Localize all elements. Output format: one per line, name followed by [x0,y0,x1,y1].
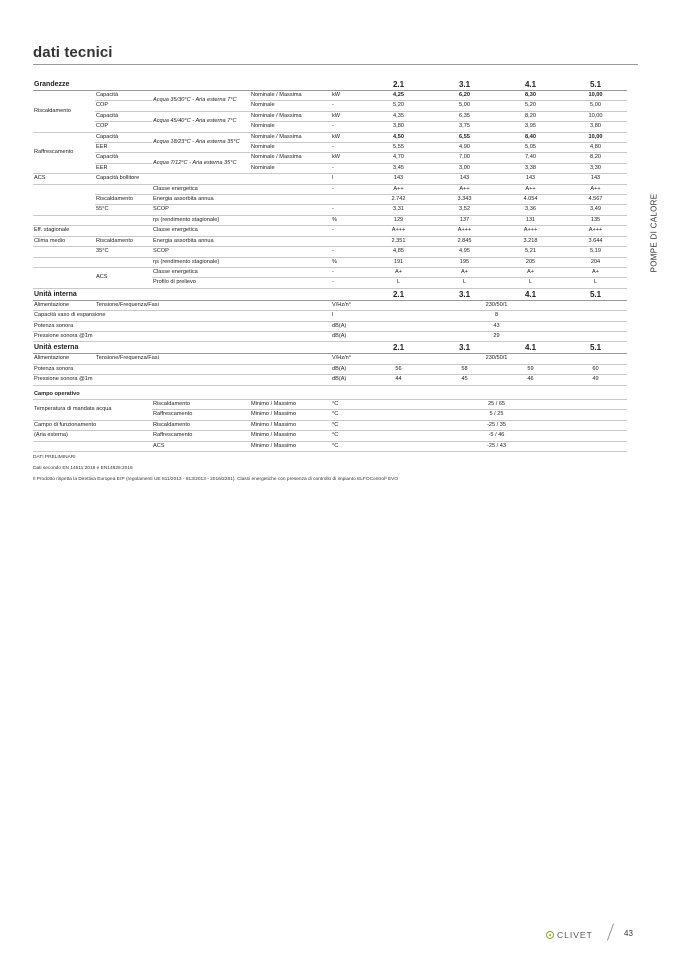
table-cell: °C [331,399,365,409]
value-cell: 25 / 65 [365,399,627,409]
section-header: Campo operativo [33,390,627,400]
value-cell: 3,52 [431,205,497,215]
table-cell: Capacità bollitore [95,174,331,184]
value-cell: 8 [365,311,627,321]
value-cell: 3,00 [431,163,497,173]
table-cell: °C [331,431,365,441]
table-cell: Raffrescamento [152,410,250,420]
footnote: Dati secondo EN 14511:2018 e EN14825:2016 [33,466,133,471]
value-cell: 5,55 [365,143,431,153]
table-row [33,195,627,205]
table-cell: - [331,163,365,173]
value-cell: 3,36 [497,205,563,215]
value-cell: 5,20 [497,101,563,111]
table-row [33,267,627,277]
table-cell: ACS [33,174,95,184]
value-cell: L [365,278,431,288]
empty-cell [331,195,365,205]
value-cell: 143 [497,174,563,184]
value-cell: 6,35 [431,111,497,121]
table-row [33,420,627,430]
value-cell: 4,80 [563,143,627,153]
table-cell: Riscaldamento [152,420,250,430]
table-cell: EER [95,143,152,153]
table-cell: - [331,184,365,194]
table-row [33,441,627,451]
model-header: 3.1 [431,342,497,354]
value-cell: 143 [431,174,497,184]
empty-cell [95,257,152,267]
table-cell: Acqua 35/30°C - Aria esterna 7°C [152,91,250,112]
value-cell: 4.054 [497,195,563,205]
empty-cell [33,257,95,267]
value-cell: 10,00 [563,91,627,101]
table-cell: EER [95,163,152,173]
table-cell: Riscaldamento [152,399,250,409]
model-header: 5.1 [563,342,627,354]
table-cell: - [331,205,365,215]
table-header-row [33,79,627,91]
value-cell: 7,00 [431,153,497,163]
table-row [33,399,627,409]
value-cell: 4,90 [431,143,497,153]
table-cell: Capacità [95,111,152,121]
table-cell: Temperatura di mandata acqua [33,399,152,420]
value-cell: A++ [563,184,627,194]
table-cell: Minimo / Massimo [250,431,331,441]
page-number: 43 [624,929,633,938]
table-row [33,354,627,364]
table-cell: Campo di funzionamento [33,420,152,430]
table-row [33,311,627,321]
value-cell: 3.343 [431,195,497,205]
value-cell: 3,30 [563,163,627,173]
table-row [33,431,627,441]
value-cell: 4,25 [365,91,431,101]
value-cell: 29 [365,331,627,341]
model-header: 4.1 [497,342,563,354]
table-cell: ACS [95,267,152,288]
technical-data-table [33,79,627,452]
table-cell: Riscaldamento [95,195,152,205]
value-cell: 3,45 [365,163,431,173]
table-row [33,205,627,215]
value-cell: -25 / 35 [365,420,627,430]
value-cell: A++ [431,184,497,194]
table-cell: Potenza sonora [33,321,331,331]
table-cell: COP [95,101,152,111]
table-cell: - [331,101,365,111]
table-cell: Clima medio [33,236,95,246]
table-cell: Classe energetica [152,267,331,277]
value-cell: 230/50/1 [365,300,627,310]
table-row [33,331,627,341]
empty-cell [95,184,152,194]
table-cell: Tensione/Frequenza/Fasi [95,300,331,310]
table-cell: - [331,226,365,236]
value-cell: 3,95 [497,122,563,132]
table-cell: - [331,143,365,153]
table-row [33,143,627,153]
table-row [33,321,627,331]
model-header: 2.1 [365,288,431,300]
table-header-row [33,288,627,300]
value-cell: 5,21 [497,247,563,257]
value-cell: 143 [365,174,431,184]
value-cell: 6,20 [431,91,497,101]
table-cell: Capacità [95,153,152,163]
table-cell: Eff. stagionale [33,226,95,236]
model-header: 2.1 [365,79,431,91]
value-cell: 5,19 [563,247,627,257]
table-row [33,300,627,310]
table-row [33,91,627,101]
value-cell: 3,80 [365,122,431,132]
table-cell: - [331,278,365,288]
table-cell: Nominale [250,163,331,173]
table-cell: Profilo di prelievo [152,278,331,288]
table-cell: Nominale [250,143,331,153]
value-cell: A++ [365,184,431,194]
value-cell: 230/50/1 [365,354,627,364]
table-cell: ηs (rendimento stagionale) [152,215,331,225]
value-cell: 131 [497,215,563,225]
value-cell: A+++ [563,226,627,236]
table-cell: kW [331,91,365,101]
model-header: 3.1 [431,288,497,300]
value-cell: 4,35 [365,111,431,121]
table-cell: Riscaldamento [95,236,152,246]
value-cell: 143 [563,174,627,184]
table-cell: Nominale / Massima [250,91,331,101]
table-cell: l [331,174,365,184]
table-cell: Raffrescamento [152,431,250,441]
table-cell: Energia assorbita annua [152,195,331,205]
table-row [33,364,627,374]
table-cell: l [331,311,365,321]
table-cell: Classe energetica [152,184,331,194]
table-row [33,111,627,121]
value-cell: 8,20 [563,153,627,163]
table-cell: Classe energetica [152,226,331,236]
table-cell: Potenza sonora [33,364,331,374]
clivet-logo-icon [546,931,554,939]
table-cell: Nominale [250,122,331,132]
empty-cell [33,441,152,451]
table-cell: Tensione/Frequenza/Fasi [95,354,331,364]
table-cell: - [331,122,365,132]
value-cell: 4,85 [365,247,431,257]
empty-cell [95,215,152,225]
model-header: 3.1 [431,79,497,91]
section-header: Unità esterna [33,342,365,354]
table-cell: °C [331,420,365,430]
value-cell: 5,00 [431,101,497,111]
table-cell: Energia assorbita annua [152,236,331,246]
table-cell: °C [331,410,365,420]
table-cell: Capacità [95,91,152,101]
table-header-row [33,342,627,354]
value-cell: 2.845 [431,236,497,246]
table-row [33,215,627,225]
value-cell: 5 / 25 [365,410,627,420]
table-cell: (Aria esterna) [33,431,152,441]
table-cell: Acqua 7/12°C - Aria esterna 35°C [152,153,250,174]
value-cell: 4,70 [365,153,431,163]
model-header: 5.1 [563,79,627,91]
value-cell: 10,00 [563,132,627,142]
value-cell: 3,38 [497,163,563,173]
value-cell: 49 [563,375,627,385]
table-cell: ηs (rendimento stagionale) [152,257,331,267]
table-cell: dB(A) [331,375,365,385]
value-cell: 3,75 [431,122,497,132]
table-row [33,257,627,267]
table-cell: SCOP [152,205,331,215]
table-cell: dB(A) [331,331,365,341]
empty-cell [331,236,365,246]
divider [607,923,614,940]
table-cell: Minimo / Massimo [250,441,331,451]
table-cell: Acqua 45/40°C - Aria esterna 7°C [152,111,250,132]
table-cell: - [331,267,365,277]
table-row [33,132,627,142]
table-cell: Riscaldamento [33,91,95,133]
value-cell: L [431,278,497,288]
table-cell: Minimo / Massimo [250,420,331,430]
table-cell: Pressione sonora @1m [33,331,331,341]
table-cell: - [331,247,365,257]
value-cell: L [497,278,563,288]
value-cell: 3.644 [563,236,627,246]
empty-cell [33,267,95,288]
table-cell: Nominale / Massima [250,132,331,142]
value-cell: 5,00 [563,101,627,111]
value-cell: 3,49 [563,205,627,215]
value-cell: 2.351 [365,236,431,246]
empty-cell [33,215,95,225]
value-cell: 135 [563,215,627,225]
value-cell: 60 [563,364,627,374]
table-cell: 55°C [95,205,152,215]
value-cell: A+++ [497,226,563,236]
title-rule [33,64,638,65]
table-row [33,153,627,163]
value-cell: A+++ [431,226,497,236]
clivet-logo: CLIVET [546,929,602,941]
table-row [33,163,627,173]
table-row [33,375,627,385]
empty-cell [33,184,95,215]
table-cell: Capacità vaso di espansione [33,311,331,321]
table-row [33,226,627,236]
table-cell: kW [331,153,365,163]
table-cell: Alimentazione [33,354,95,364]
value-cell: A+ [431,267,497,277]
value-cell: 3.218 [497,236,563,246]
value-cell: 59 [497,364,563,374]
table-row [33,236,627,246]
table-cell: Raffrescamento [33,132,95,174]
table-cell: % [331,257,365,267]
value-cell: A++ [497,184,563,194]
table-cell: °C [331,441,365,451]
model-header: 2.1 [365,342,431,354]
table-cell: Pressione sonora @1m [33,375,331,385]
table-cell: Nominale / Massima [250,111,331,121]
value-cell: 5,20 [365,101,431,111]
table-cell: 35°C [95,247,152,257]
value-cell: 137 [431,215,497,225]
value-cell: 58 [431,364,497,374]
value-cell: 56 [365,364,431,374]
value-cell: 10,00 [563,111,627,121]
table-cell: Capacità [95,132,152,142]
empty-cell [33,247,95,257]
value-cell: 8,20 [497,111,563,121]
table-row [33,122,627,132]
value-cell: 44 [365,375,431,385]
value-cell: L [563,278,627,288]
table-cell: kW [331,111,365,121]
value-cell: 45 [431,375,497,385]
value-cell: A+++ [365,226,431,236]
table-cell: SCOP [152,247,331,257]
table-cell: dB(A) [331,364,365,374]
table-cell: COP [95,122,152,132]
table-cell: Acqua 18/23°C - Aria esterna 35°C [152,132,250,153]
model-header: 4.1 [497,288,563,300]
value-cell: 4,95 [431,247,497,257]
value-cell: -5 / 46 [365,431,627,441]
empty-cell [95,226,152,236]
value-cell: A+ [497,267,563,277]
table-cell: V/Hz/n° [331,354,365,364]
model-header: 5.1 [563,288,627,300]
value-cell: 5,05 [497,143,563,153]
value-cell: 4.567 [563,195,627,205]
table-cell: Alimentazione [33,300,95,310]
table-cell: Nominale / Massima [250,153,331,163]
value-cell: 191 [365,257,431,267]
value-cell: 4,50 [365,132,431,142]
value-cell: 8,30 [497,91,563,101]
table-row [33,174,627,184]
value-cell: 3,31 [365,205,431,215]
value-cell: 6,55 [431,132,497,142]
value-cell: -25 / 43 [365,441,627,451]
value-cell: A+ [365,267,431,277]
value-cell: 43 [365,321,627,331]
model-header: 4.1 [497,79,563,91]
value-cell: 3,80 [563,122,627,132]
table-cell: % [331,215,365,225]
table-row [33,184,627,194]
value-cell: A+ [563,267,627,277]
table-row [33,101,627,111]
table-row [33,390,627,400]
table-cell: dB(A) [331,321,365,331]
table-cell: Minimo / Massimo [250,410,331,420]
section-header: Unità interna [33,288,365,300]
table-cell: V/Hz/n° [331,300,365,310]
table-cell: ACS [152,441,250,451]
value-cell: 8,40 [497,132,563,142]
value-cell: 195 [431,257,497,267]
footnote: DATI PRELIMINARI [33,455,76,460]
value-cell: 129 [365,215,431,225]
value-cell: 205 [497,257,563,267]
value-cell: 7,40 [497,153,563,163]
table-cell: kW [331,132,365,142]
table-cell: Nominale [250,101,331,111]
value-cell: 2.742 [365,195,431,205]
page-title: dati tecnici [33,44,113,61]
table-cell: Minimo / Massimo [250,399,331,409]
section-header: Grandezze [33,79,365,91]
footnote: Il Prodotto rispetta la Direttiva Europea ErP (regolamenti UE 811/2013 - 813/2013 - 2016/2281). Classi energetiche con presenza di controllo di impianto ELFOControl³ EVO [33,477,399,482]
value-cell: 204 [563,257,627,267]
table-row [33,247,627,257]
value-cell: 46 [497,375,563,385]
